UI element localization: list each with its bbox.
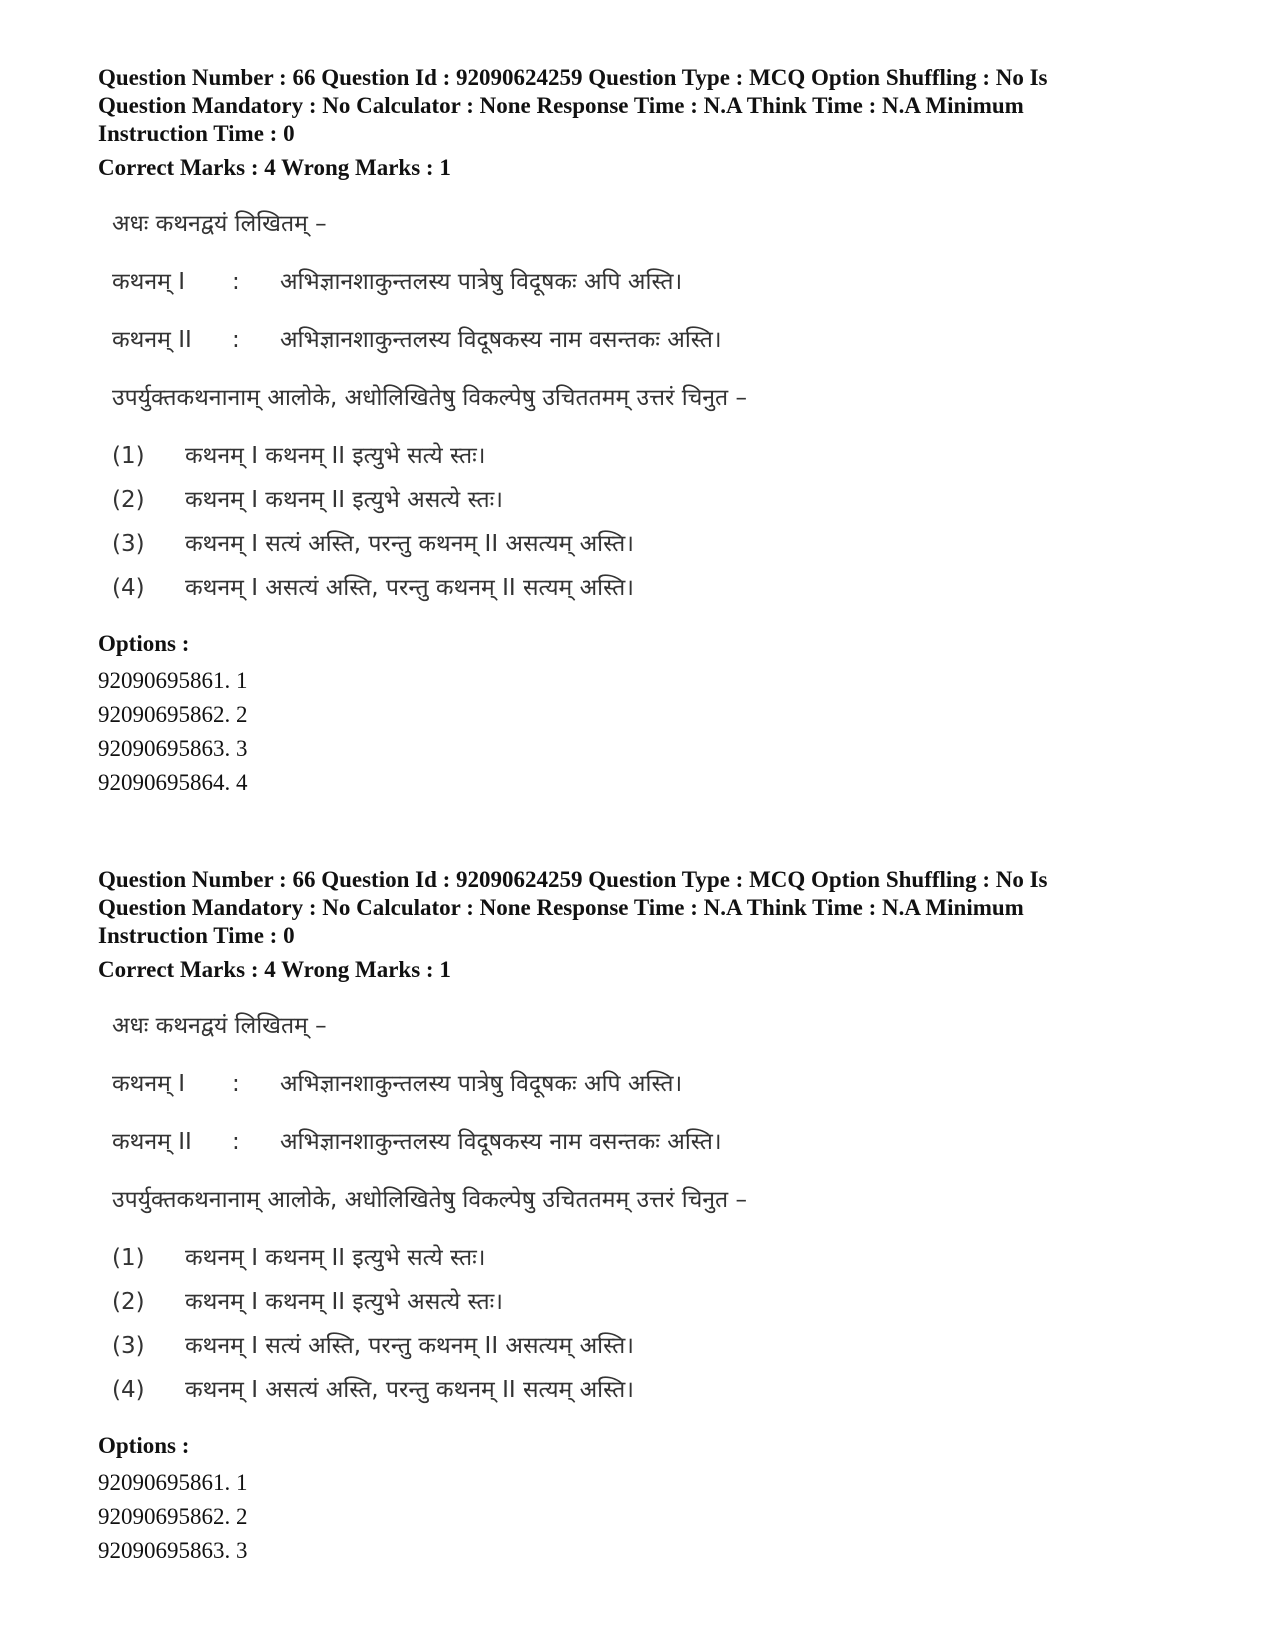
statement-label: कथनम् II bbox=[112, 1129, 192, 1155]
choice-row bbox=[112, 436, 1178, 480]
choice-number: (1) bbox=[112, 1245, 145, 1271]
question-meta-line: Instruction Time : 0 bbox=[98, 923, 295, 948]
option-id-row: 92090695862. 2 bbox=[98, 1504, 248, 1529]
marks-line: Correct Marks : 4 Wrong Marks : 1 bbox=[98, 957, 451, 982]
statement-colon: : bbox=[232, 269, 240, 295]
choice-text: कथनम् I कथनम् II इत्युभे असत्ये स्तः। bbox=[185, 1289, 503, 1315]
statement-colon: : bbox=[232, 327, 240, 353]
choice-row bbox=[112, 1326, 1178, 1370]
options-heading: Options : bbox=[98, 631, 190, 656]
question-instruction: उपर्युक्तकथनानाम् आलोके, अधोलिखितेषु विकल्पेषु उचिततमम् उत्तरं चिनुत – bbox=[112, 385, 747, 411]
choice-number: (4) bbox=[112, 1377, 145, 1403]
choice-number: (3) bbox=[112, 531, 145, 557]
option-id-row: 92090695863. 3 bbox=[98, 736, 248, 761]
choice-text: कथनम् I असत्यं अस्ति, परन्तु कथनम् II सत्यम् अस्ति। bbox=[185, 575, 634, 601]
choice-number: (3) bbox=[112, 1333, 145, 1359]
question-instruction: उपर्युक्तकथनानाम् आलोके, अधोलिखितेषु विकल्पेषु उचिततमम् उत्तरं चिनुत – bbox=[112, 1187, 747, 1213]
question-content bbox=[112, 204, 1178, 612]
statement-label: कथनम् II bbox=[112, 327, 192, 353]
statement-text: अभिज्ञानशाकुन्तलस्य विदूषकस्य नाम वसन्तकः अस्ति। bbox=[280, 327, 722, 353]
question-block bbox=[98, 64, 1178, 800]
options-heading: Options : bbox=[98, 1433, 190, 1458]
choice-text: कथनम् I कथनम् II इत्युभे सत्ये स्तः। bbox=[185, 443, 486, 469]
statement-label: कथनम् I bbox=[112, 269, 185, 295]
statement-colon: : bbox=[232, 1071, 240, 1097]
question-block bbox=[98, 866, 1178, 1568]
choice-number: (2) bbox=[112, 1289, 145, 1315]
statement-label: कथनम् I bbox=[112, 1071, 185, 1097]
choice-row bbox=[112, 1238, 1178, 1282]
question-meta-line: Question Mandatory : No Calculator : None Response Time : N.A Think Time : N.A Minimum bbox=[98, 895, 1024, 920]
choice-text: कथनम् I कथनम् II इत्युभे असत्ये स्तः। bbox=[185, 487, 503, 513]
choice-text: कथनम् I असत्यं अस्ति, परन्तु कथनम् II सत्यम् अस्ति। bbox=[185, 1377, 634, 1403]
choice-row bbox=[112, 524, 1178, 568]
choice-text: कथनम् I कथनम् II इत्युभे सत्ये स्तः। bbox=[185, 1245, 486, 1271]
option-id-row: 92090695861. 1 bbox=[98, 668, 248, 693]
choice-row bbox=[112, 480, 1178, 524]
question-meta-line: Question Mandatory : No Calculator : None Response Time : N.A Think Time : N.A Minimum bbox=[98, 93, 1024, 118]
option-id-row: 92090695861. 1 bbox=[98, 1470, 248, 1495]
choice-row bbox=[112, 1370, 1178, 1414]
statement-text: अभिज्ञानशाकुन्तलस्य पात्रेषु विदूषकः अपि अस्ति। bbox=[280, 269, 683, 295]
choice-number: (1) bbox=[112, 443, 145, 469]
option-id-row: 92090695864. 4 bbox=[98, 770, 248, 795]
marks-line: Correct Marks : 4 Wrong Marks : 1 bbox=[98, 155, 451, 180]
statement-row bbox=[112, 320, 1178, 378]
statement-row bbox=[112, 1122, 1178, 1180]
statement-row bbox=[112, 1064, 1178, 1122]
choice-row bbox=[112, 568, 1178, 612]
choice-row bbox=[112, 1282, 1178, 1326]
choice-text: कथनम् I सत्यं अस्ति, परन्तु कथनम् II असत्यम् अस्ति। bbox=[185, 1333, 634, 1359]
choice-text: कथनम् I सत्यं अस्ति, परन्तु कथनम् II असत्यम् अस्ति। bbox=[185, 531, 634, 557]
question-intro: अधः कथनद्वयं लिखितम् – bbox=[112, 211, 327, 237]
statement-row bbox=[112, 262, 1178, 320]
question-intro: अधः कथनद्वयं लिखितम् – bbox=[112, 1013, 327, 1039]
question-content bbox=[112, 1006, 1178, 1414]
statement-colon: : bbox=[232, 1129, 240, 1155]
choice-number: (4) bbox=[112, 575, 145, 601]
question-meta-line: Question Number : 66 Question Id : 92090624259 Question Type : MCQ Option Shuffling : No Is bbox=[98, 867, 1048, 892]
statement-text: अभिज्ञानशाकुन्तलस्य पात्रेषु विदूषकः अपि अस्ति। bbox=[280, 1071, 683, 1097]
option-id-row: 92090695863. 3 bbox=[98, 1538, 248, 1563]
question-meta-line: Instruction Time : 0 bbox=[98, 121, 295, 146]
question-meta-line: Question Number : 66 Question Id : 92090624259 Question Type : MCQ Option Shuffling : No Is bbox=[98, 65, 1048, 90]
statement-text: अभिज्ञानशाकुन्तलस्य विदूषकस्य नाम वसन्तकः अस्ति। bbox=[280, 1129, 722, 1155]
choice-number: (2) bbox=[112, 487, 145, 513]
option-id-row: 92090695862. 2 bbox=[98, 702, 248, 727]
